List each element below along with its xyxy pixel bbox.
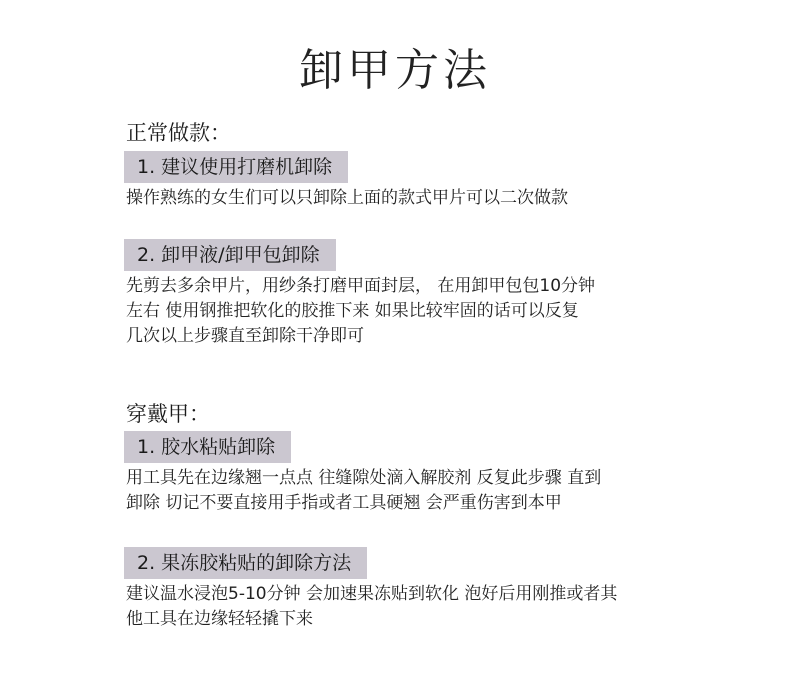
method-text-remover-liquid: 先剪去多余甲片，用纱条打磨甲面封层， 在用卸甲包包10分钟 左右 使用钢推把软化的胶推下来 如果比较牢固的话可以反复 几次以上步骤直至卸除干净即可 [126, 276, 596, 346]
method-text-grinder: 操作熟练的女生们可以只卸除上面的款式甲片可以二次做款 [126, 188, 568, 208]
method-label-remover-liquid: 2. 卸甲液/卸甲包卸除 [124, 239, 336, 271]
section-heading-normal: 正常做款： [126, 121, 231, 145]
method-label-grinder: 1. 建议使用打磨机卸除 [124, 151, 348, 183]
method-label-jelly-glue: 2. 果冻胶粘贴的卸除方法 [124, 547, 367, 579]
method-label-glue: 1. 胶水粘贴卸除 [124, 431, 291, 463]
section-heading-wearable: 穿戴甲： [126, 402, 210, 426]
page-title: 卸甲方法 [299, 45, 491, 96]
method-text-glue: 用工具先在边缘翘一点点 往缝隙处滴入解胶剂 反复此步骤 直到 卸除 切记不要直接用手指或者工具硬翘 会严重伤害到本甲 [126, 468, 602, 513]
method-text-jelly-glue: 建议温水浸泡5-10分钟 会加速果冻贴到软化 泡好后用刚推或者其 他工具在边缘轻轻撬下来 [126, 584, 618, 629]
